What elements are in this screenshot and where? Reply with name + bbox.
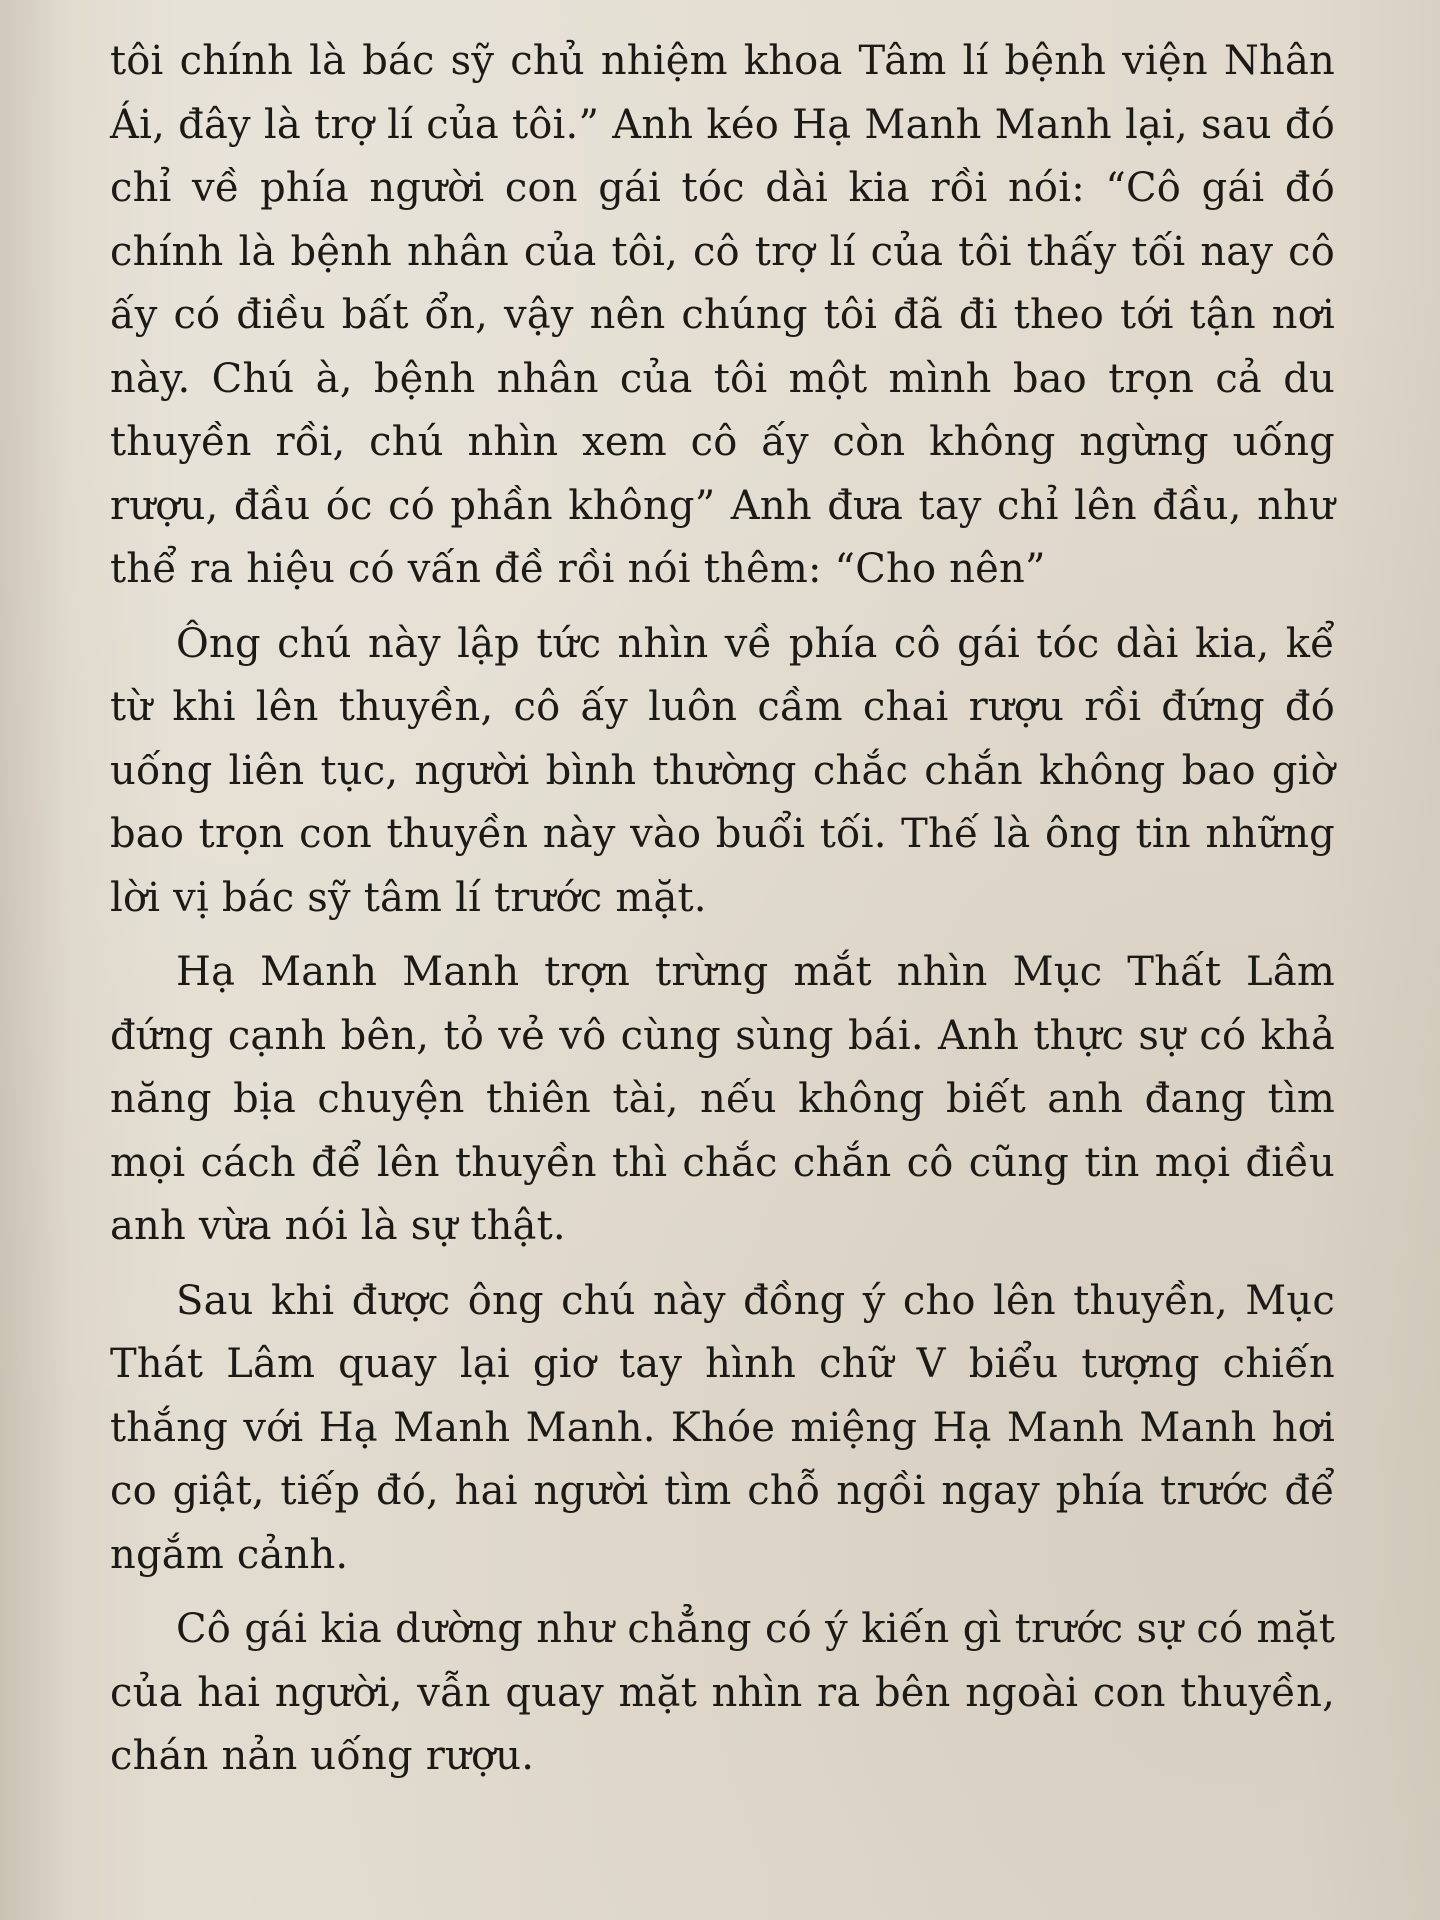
paragraph-2: Ông chú này lập tức nhìn về phía cô gái tóc dài kia, kể từ khi lên thuyền, cô ấy luôn cầm chai rượu rồi đứng đó uống liên tục, người bình thường chắc chắn không bao giờ bao trọn con thuyền này vào buổi tối. Thế là ông tin những lời vị bác sỹ tâm lí trước mặt.: [110, 620, 1335, 921]
paragraph-4: Sau khi được ông chú này đồng ý cho lên thuyền, Mục Thát Lâm quay lại giơ tay hình chữ V biểu tượng chiến thắng với Hạ Manh Manh. Khóe miệng Hạ Manh Manh hơi co giật, tiếp đó, hai người tìm chỗ ngồi ngay phía trước để ngắm cảnh.: [110, 1277, 1335, 1578]
page-text: [110, 30, 1335, 1800]
paragraph-1: tôi chính là bác sỹ chủ nhiệm khoa Tâm lí bệnh viện Nhân Ái, đây là trợ lí của tôi.” Anh kéo Hạ Manh Manh lại, sau đó chỉ về phía người con gái tóc dài kia rồi nói: “Cô gái đó chính là bệnh nhân của tôi, cô trợ lí của tôi thấy tối nay cô ấy có điều bất ổn, vậy nên chúng tôi đã đi theo tới tận nơi này. Chú à, bệnh nhân của tôi một mình bao trọn cả du thuyền rồi, chú nhìn xem cô ấy còn không ngừng uống rượu, đầu óc có phần không” Anh đưa tay chỉ lên đầu, như thể ra hiệu có vấn đề rồi nói thêm: “Cho nên”: [110, 38, 1335, 592]
paragraph-5: Cô gái kia dường như chẳng có ý kiến gì trước sự có mặt của hai người, vẫn quay mặt nhìn ra bên ngoài con thuyền, chán nản uống rượu.: [110, 1606, 1335, 1779]
paragraph-3: Hạ Manh Manh trợn trừng mắt nhìn Mục Thất Lâm đứng cạnh bên, tỏ vẻ vô cùng sùng bái. Anh thực sự có khả năng bịa chuyện thiên tài, nếu không biết anh đang tìm mọi cách để lên thuyền thì chắc chắn cô cũng tin mọi điều anh vừa nói là sự thật.: [110, 949, 1335, 1249]
